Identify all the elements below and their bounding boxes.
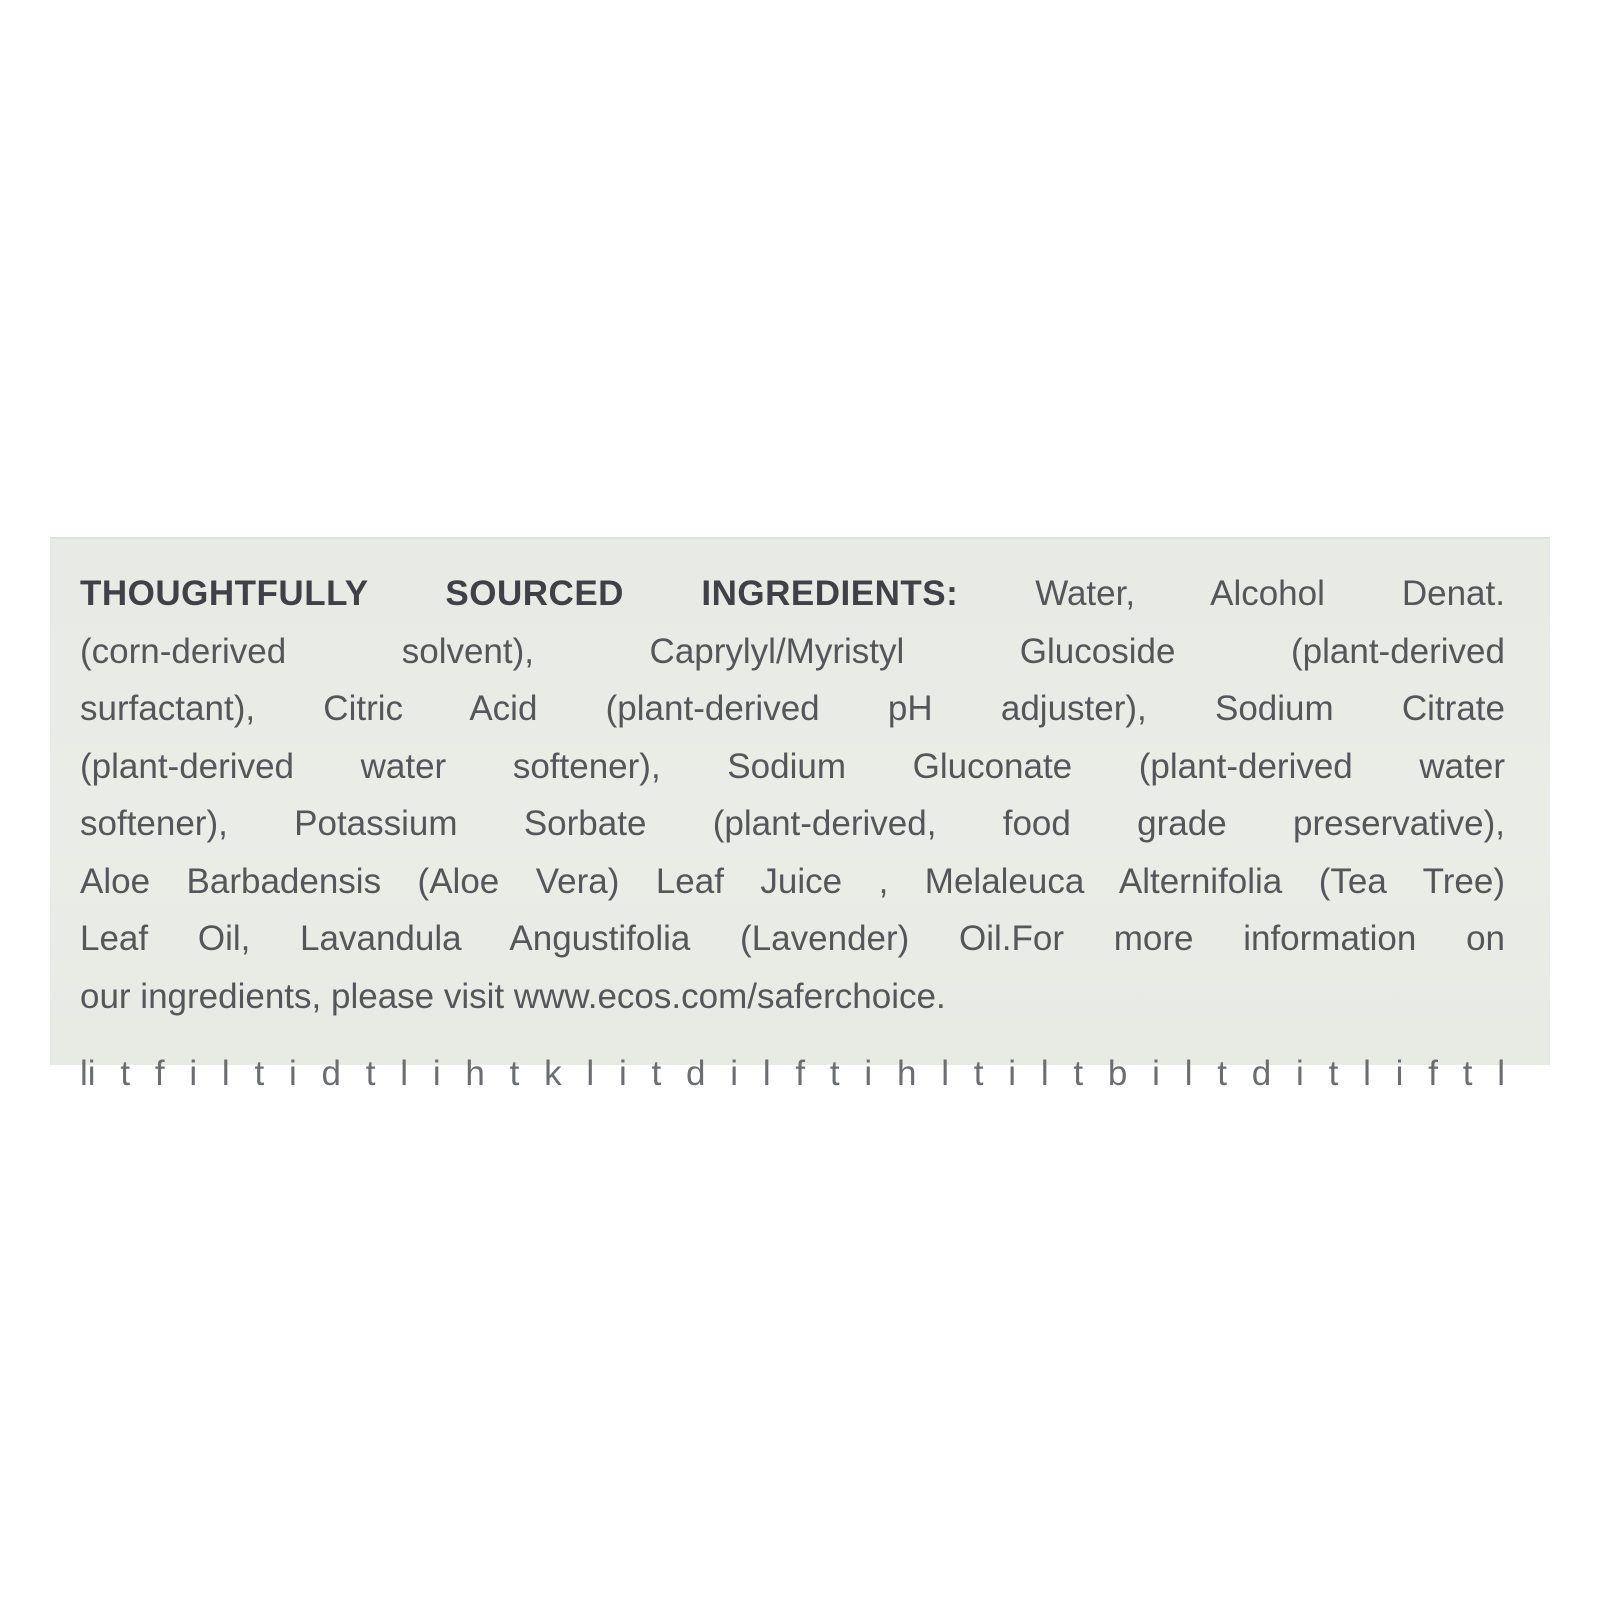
- ingredients-panel: [50, 537, 1550, 1093]
- ingredients-heading: THOUGHTFULLY SOURCED INGREDIENTS:: [80, 574, 959, 613]
- ingredients-line-7: Leaf Oil, Lavandula Angustifolia (Lavender) Oil.For more information on: [80, 919, 1505, 958]
- ingredients-line-1: [80, 565, 1505, 623]
- cutoff-text-glyph-tops: li t f i l t i d t l i h t k l i t d i l f t i h l t i l t b i l t d i t l i f t l: [80, 1054, 1505, 1093]
- cutoff-text-line: [80, 1054, 1505, 1093]
- ingredients-line-5: softener), Potassium Sorbate (plant-derived, food grade preservative),: [80, 804, 1505, 843]
- ingredients-line-4: (plant-derived water softener), Sodium Gluconate (plant-derived water: [80, 746, 1505, 786]
- ingredients-line-2: (corn-derived solvent), Caprylyl/Myristyl Glucoside (plant-derived: [80, 631, 1505, 671]
- ingredients-line-1-rest: Water, Alcohol Denat.: [1035, 574, 1505, 613]
- ingredients-paragraph: [80, 565, 1505, 1093]
- ingredients-line-6: Aloe Barbadensis (Aloe Vera) Leaf Juice , Melaleuca Alternifolia (Tea Tree): [80, 861, 1505, 901]
- ingredients-line-3: surfactant), Citric Acid (plant-derived pH adjuster), Sodium Citrate: [80, 689, 1505, 728]
- ingredients-last-line: our ingredients, please visit www.ecos.com/saferchoice.: [80, 976, 946, 1016]
